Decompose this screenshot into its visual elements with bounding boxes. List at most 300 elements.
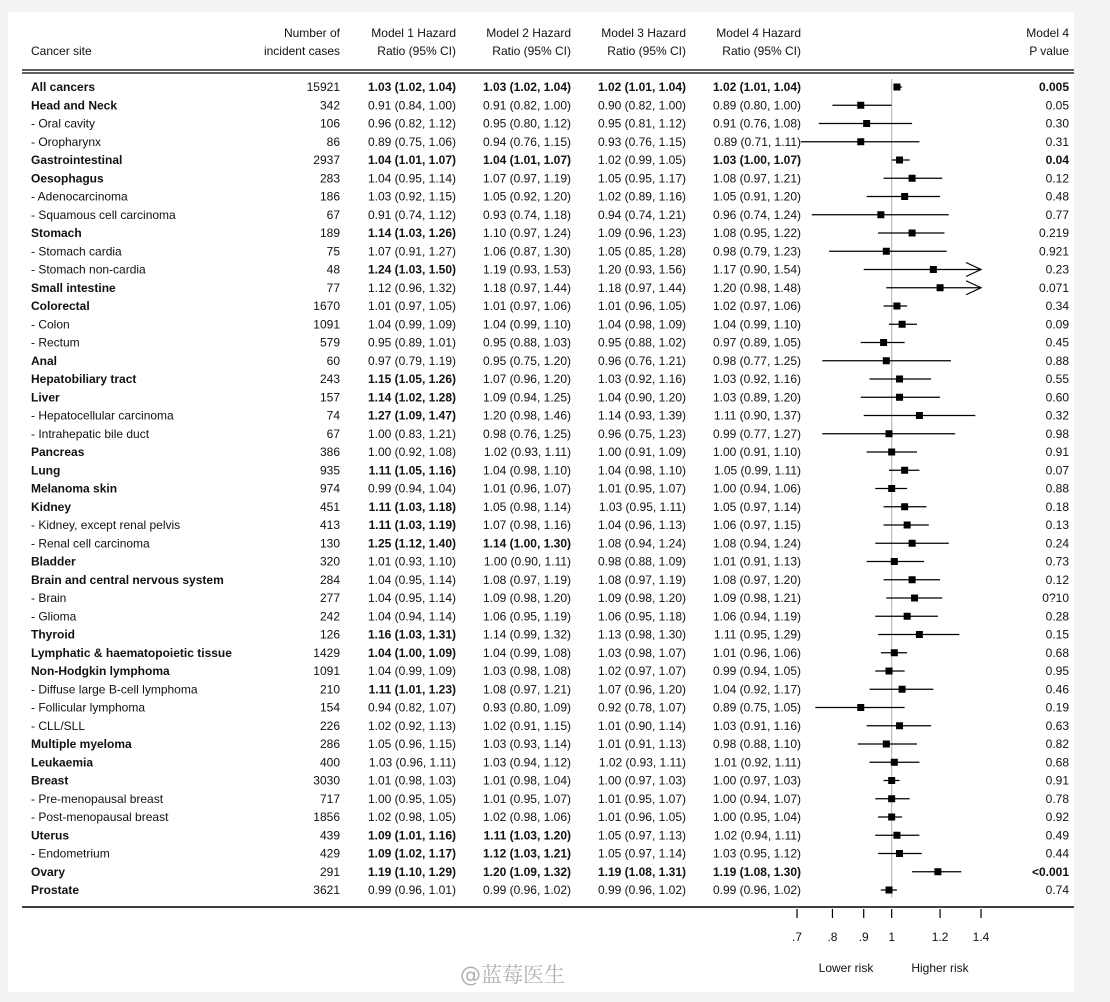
model3-hr-value: 1.20 (0.93, 1.56) [597, 262, 686, 277]
cancer-site-label: - Renal cell carcinoma [31, 536, 150, 551]
model4-hr-value: 0.89 (0.71, 1.11) [713, 134, 801, 149]
model2-hr-value: 0.91 (0.82, 1.00) [482, 98, 571, 113]
cancer-site-label: Colorectal [31, 299, 90, 313]
model3-hr-value: 0.98 (0.88, 1.09) [597, 554, 686, 569]
point-estimate [888, 795, 895, 802]
model3-hr-value: 1.01 (0.95, 1.07) [597, 791, 686, 806]
model1-hr-value: 1.07 (0.91, 1.27) [367, 244, 456, 259]
model2-hr-value: 1.07 (0.97, 1.19) [482, 171, 571, 186]
point-estimate [937, 284, 944, 291]
model2-hr-value: 1.11 (1.03, 1.20) [483, 828, 571, 843]
point-estimate [909, 540, 916, 547]
point-estimate [893, 832, 900, 839]
model3-hr-value: 1.00 (0.97, 1.03) [597, 773, 686, 788]
model4-hr-value: 1.05 (0.91, 1.20) [712, 189, 801, 204]
point-estimate [899, 321, 906, 328]
point-estimate [888, 814, 895, 821]
cancer-site-label: - Kidney, except renal pelvis [31, 518, 181, 532]
model2-hr-value: 1.08 (0.97, 1.21) [482, 682, 571, 697]
point-estimate [857, 138, 864, 145]
model4-hr-value: 1.19 (1.08, 1.30) [712, 864, 801, 879]
model4-hr-value: 1.02 (0.94, 1.11) [713, 828, 801, 843]
incident-cases-value: 386 [319, 445, 340, 459]
model2-hr-value: 1.01 (0.97, 1.06) [482, 299, 571, 313]
model4-hr-value: 0.97 (0.89, 1.05) [712, 335, 801, 350]
cancer-site-label: Pancreas [31, 445, 85, 459]
point-estimate [891, 558, 898, 565]
model4-pvalue: 0.005 [1038, 80, 1069, 94]
model3-hr-value: 0.95 (0.81, 1.12) [597, 116, 686, 131]
model4-pvalue: 0.32 [1045, 408, 1069, 423]
model2-hr-value: 1.07 (0.98, 1.16) [482, 518, 571, 532]
model2-hr-value: 1.04 (0.99, 1.08) [482, 645, 571, 660]
point-estimate [877, 211, 884, 218]
cancer-site-label: Bladder [31, 554, 76, 569]
model4-hr-value: 1.17 (0.90, 1.54) [712, 262, 801, 277]
model1-hr-value: 1.01 (0.98, 1.03) [367, 773, 456, 788]
model1-hr-value: 1.11 (1.03, 1.18) [368, 499, 456, 514]
model4-pvalue: 0.68 [1045, 755, 1069, 770]
incident-cases-value: 717 [319, 791, 340, 806]
point-estimate [893, 303, 900, 310]
header-model1-line1: Model 1 Hazard [371, 26, 456, 40]
model3-hr-value: 1.19 (1.08, 1.31) [597, 864, 686, 879]
cancer-site-label: Melanoma skin [31, 481, 118, 496]
model1-hr-value: 1.04 (0.99, 1.09) [367, 317, 456, 332]
forest-plot-panel [8, 12, 1074, 992]
model3-hr-value: 1.14 (0.93, 1.39) [597, 408, 686, 423]
incident-cases-value: 429 [319, 846, 340, 861]
model4-pvalue: 0.95 [1045, 664, 1069, 678]
header [31, 26, 1069, 58]
point-estimate [909, 230, 916, 237]
cancer-site-label: - Stomach non-cardia [31, 262, 146, 277]
model2-hr-value: 0.93 (0.80, 1.09) [482, 700, 571, 715]
model4-hr-value: 0.99 (0.96, 1.02) [712, 883, 801, 897]
model4-hr-value: 0.91 (0.76, 1.08) [712, 116, 801, 131]
point-estimate [901, 467, 908, 474]
model2-hr-value: 0.99 (0.96, 1.02) [482, 883, 571, 897]
model2-hr-value: 1.01 (0.96, 1.07) [482, 481, 571, 496]
model4-hr-value: 1.04 (0.99, 1.10) [712, 317, 801, 332]
model4-hr-value: 1.02 (0.97, 1.06) [712, 299, 801, 313]
model4-pvalue: 0.63 [1045, 718, 1069, 733]
incident-cases-value: 579 [319, 335, 340, 350]
incident-cases-value: 106 [319, 116, 340, 131]
model4-pvalue: 0.92 [1045, 810, 1069, 824]
model2-hr-value: 1.18 (0.97, 1.44) [482, 280, 571, 295]
model4-pvalue: 0.30 [1045, 116, 1069, 131]
model1-hr-value: 1.04 (0.95, 1.14) [367, 171, 456, 186]
model1-hr-value: 0.99 (0.94, 1.04) [367, 481, 456, 496]
cancer-site-label: Liver [31, 390, 60, 405]
model1-hr-value: 0.96 (0.82, 1.12) [367, 116, 456, 131]
model4-pvalue: 0.55 [1045, 372, 1069, 386]
model2-hr-value: 1.03 (1.02, 1.04) [482, 80, 571, 94]
model4-hr-value: 1.00 (0.94, 1.07) [712, 791, 801, 806]
model1-hr-value: 1.03 (1.02, 1.04) [367, 80, 456, 94]
incident-cases-value: 154 [319, 700, 340, 715]
model3-hr-value: 1.04 (0.98, 1.09) [597, 317, 686, 332]
model3-hr-value: 1.05 (0.85, 1.28) [597, 244, 686, 259]
table-row [31, 482, 1069, 496]
model3-hr-value: 0.94 (0.74, 1.21) [597, 207, 686, 222]
model3-hr-value: 1.04 (0.90, 1.20) [597, 390, 686, 405]
forest-plot-figure [8, 12, 1074, 992]
model2-hr-value: 1.01 (0.98, 1.04) [482, 773, 571, 788]
watermark: @蓝莓医生 [460, 963, 565, 987]
cancer-site-label: - Endometrium [31, 846, 110, 861]
model1-hr-value: 1.04 (0.95, 1.14) [367, 591, 456, 605]
table-row [31, 153, 1069, 167]
model3-hr-value: 1.05 (0.97, 1.14) [597, 846, 686, 861]
model2-hr-value: 1.09 (0.98, 1.20) [482, 591, 571, 605]
model1-hr-value: 1.02 (0.92, 1.13) [367, 718, 456, 733]
incident-cases-value: 243 [319, 372, 340, 386]
model2-hr-value: 1.07 (0.96, 1.20) [482, 372, 571, 386]
model1-hr-value: 1.09 (1.02, 1.17) [367, 846, 456, 861]
model2-hr-value: 1.14 (0.99, 1.32) [482, 627, 571, 642]
model2-hr-value: 1.09 (0.94, 1.25) [482, 390, 571, 405]
incident-cases-value: 77 [326, 280, 340, 295]
x-tick-label: 1.2 [931, 930, 949, 944]
model2-hr-value: 1.06 (0.87, 1.30) [482, 244, 571, 259]
point-estimate [916, 631, 923, 638]
model4-hr-value: 1.03 (1.00, 1.07) [712, 153, 801, 167]
model2-hr-value: 1.04 (1.01, 1.07) [482, 153, 571, 167]
table-row [31, 774, 1069, 788]
x-tick-label: .7 [791, 930, 803, 944]
cancer-site-label: - Post-menopausal breast [31, 810, 169, 824]
point-estimate [880, 339, 887, 346]
table-rows [31, 80, 1069, 897]
model1-hr-value: 1.19 (1.10, 1.29) [367, 864, 456, 879]
cancer-site-label: - Intrahepatic bile duct [31, 426, 150, 441]
model3-hr-value: 0.95 (0.88, 1.02) [597, 335, 686, 350]
model2-hr-value: 1.20 (1.09, 1.32) [482, 864, 571, 879]
point-estimate [886, 887, 893, 894]
cancer-site-label: Ovary [31, 864, 66, 879]
model2-hr-value: 0.94 (0.76, 1.15) [482, 134, 571, 149]
model4-pvalue: 0.78 [1045, 791, 1069, 806]
cancer-site-label: Brain and central nervous system [31, 572, 224, 587]
incident-cases-value: 126 [319, 627, 340, 642]
model4-hr-value: 0.89 (0.75, 1.05) [712, 700, 801, 715]
model2-hr-value: 0.98 (0.76, 1.25) [482, 426, 571, 441]
cancer-site-label: Multiple myeloma [31, 737, 132, 751]
cancer-site-label: Small intestine [31, 280, 116, 295]
model4-hr-value: 1.01 (0.96, 1.06) [712, 645, 801, 660]
model1-hr-value: 0.89 (0.75, 1.06) [367, 134, 456, 149]
model4-pvalue: 0.23 [1045, 262, 1069, 277]
cancer-site-label: - Rectum [31, 335, 80, 350]
cancer-site-label: - Oral cavity [31, 116, 96, 131]
model1-hr-value: 0.91 (0.84, 1.00) [367, 98, 456, 113]
incident-cases-value: 67 [326, 207, 340, 222]
point-estimate [883, 357, 890, 364]
model2-hr-value: 1.03 (0.93, 1.14) [482, 737, 571, 751]
model4-pvalue: 0.74 [1045, 883, 1069, 897]
model2-hr-value: 0.95 (0.80, 1.12) [482, 116, 571, 131]
model3-hr-value: 1.09 (0.98, 1.20) [597, 591, 686, 605]
table-row [31, 299, 1069, 313]
incident-cases-value: 86 [326, 134, 340, 149]
point-estimate [899, 686, 906, 693]
incident-cases-value: 342 [319, 98, 340, 113]
cancer-site-label: - Glioma [31, 609, 77, 624]
point-estimate [888, 777, 895, 784]
model4-pvalue: 0.88 [1045, 353, 1069, 368]
header-pvalue-line2: P value [1029, 44, 1069, 58]
cancer-site-label: Stomach [31, 226, 82, 240]
model3-hr-value: 1.01 (0.96, 1.05) [597, 810, 686, 824]
point-estimate [901, 193, 908, 200]
model1-hr-value: 1.00 (0.83, 1.21) [367, 426, 456, 441]
model4-hr-value: 1.03 (0.92, 1.16) [712, 372, 801, 386]
model1-hr-value: 1.03 (0.92, 1.15) [367, 189, 456, 204]
cancer-site-label: Lung [31, 463, 61, 478]
model4-hr-value: 1.00 (0.94, 1.06) [712, 481, 801, 496]
incident-cases-value: 1670 [313, 299, 340, 313]
forest-plot-area [801, 79, 981, 898]
model4-hr-value: 0.99 (0.77, 1.27) [712, 426, 801, 441]
point-estimate [863, 120, 870, 127]
model4-pvalue: 0.77 [1045, 207, 1069, 222]
incident-cases-value: 157 [319, 390, 340, 405]
model1-hr-value: 0.91 (0.74, 1.12) [367, 207, 456, 222]
model1-hr-value: 1.04 (1.00, 1.09) [367, 645, 456, 660]
model3-hr-value: 1.05 (0.95, 1.17) [597, 171, 686, 186]
point-estimate [886, 668, 893, 675]
model3-hr-value: 0.96 (0.76, 1.21) [597, 353, 686, 368]
model2-hr-value: 1.04 (0.99, 1.10) [482, 317, 571, 332]
model1-hr-value: 1.27 (1.09, 1.47) [367, 408, 456, 423]
model2-hr-value: 1.10 (0.97, 1.24) [482, 226, 571, 240]
incident-cases-value: 1091 [313, 317, 340, 332]
model3-hr-value: 1.05 (0.97, 1.13) [597, 828, 686, 843]
cancer-site-label: - Follicular lymphoma [31, 700, 146, 715]
point-estimate [911, 595, 918, 602]
model4-pvalue: 0.91 [1045, 445, 1069, 459]
model4-pvalue: 0.09 [1045, 317, 1069, 332]
x-axis [792, 909, 990, 944]
model4-hr-value: 1.11 (0.90, 1.37) [713, 408, 801, 423]
incident-cases-value: 1429 [313, 645, 340, 660]
model4-pvalue: 0.73 [1045, 554, 1069, 569]
model3-hr-value: 0.90 (0.82, 1.00) [597, 98, 686, 113]
model4-hr-value: 0.96 (0.74, 1.24) [712, 207, 801, 222]
model3-hr-value: 1.03 (0.92, 1.16) [597, 372, 686, 386]
model4-hr-value: 0.98 (0.79, 1.23) [712, 244, 801, 259]
incident-cases-value: 291 [319, 864, 340, 879]
model1-hr-value: 1.16 (1.03, 1.31) [367, 627, 456, 642]
point-estimate [886, 430, 893, 437]
cancer-site-label: - Colon [31, 317, 70, 332]
table-row [31, 80, 1069, 94]
model2-hr-value: 1.03 (0.98, 1.08) [482, 664, 571, 678]
header-model4-line1: Model 4 Hazard [716, 26, 801, 40]
point-estimate [883, 741, 890, 748]
model1-hr-value: 1.14 (1.03, 1.26) [367, 226, 456, 240]
cancer-site-label: Hepatobiliary tract [31, 372, 137, 386]
incident-cases-value: 186 [319, 189, 340, 204]
header-model4-line2: Ratio (95% CI) [722, 44, 801, 58]
model2-hr-value: 0.93 (0.74, 1.18) [482, 207, 571, 222]
model4-pvalue: 0.07 [1045, 463, 1069, 478]
point-estimate [896, 376, 903, 383]
model2-hr-value: 1.02 (0.98, 1.06) [482, 810, 571, 824]
table-row [31, 810, 1069, 824]
table-row [31, 792, 1069, 806]
cancer-site-label: - Adenocarcinoma [31, 189, 128, 204]
cancer-site-label: - Oropharynx [31, 134, 102, 149]
model2-hr-value: 0.95 (0.88, 1.03) [482, 335, 571, 350]
model3-hr-value: 1.01 (0.91, 1.13) [597, 737, 686, 751]
model3-hr-value: 1.02 (0.89, 1.16) [597, 189, 686, 204]
model1-hr-value: 0.97 (0.79, 1.19) [367, 353, 456, 368]
model2-hr-value: 1.19 (0.93, 1.53) [482, 262, 571, 277]
cancer-site-label: - Diffuse large B-cell lymphoma [31, 682, 198, 697]
higher-risk-label: Higher risk [911, 961, 969, 975]
model4-hr-value: 1.08 (0.97, 1.21) [712, 171, 801, 186]
model4-hr-value: 1.00 (0.91, 1.10) [712, 445, 801, 459]
model3-hr-value: 1.01 (0.95, 1.07) [597, 481, 686, 496]
point-estimate [896, 722, 903, 729]
model4-hr-value: 1.03 (0.91, 1.16) [712, 718, 801, 733]
table-row [31, 701, 1069, 715]
incident-cases-value: 242 [319, 609, 340, 624]
incident-cases-value: 439 [319, 828, 340, 843]
x-tick-label: 1 [888, 930, 896, 944]
point-estimate [896, 394, 903, 401]
header-cases-line1: Number of [283, 26, 340, 40]
model3-hr-value: 1.02 (0.93, 1.11) [598, 755, 686, 770]
model1-hr-value: 1.24 (1.03, 1.50) [367, 262, 456, 277]
point-estimate [857, 704, 864, 711]
model4-hr-value: 1.00 (0.97, 1.03) [712, 773, 801, 788]
model4-hr-value: 1.01 (0.91, 1.13) [712, 554, 801, 569]
point-estimate [901, 503, 908, 510]
incident-cases-value: 974 [319, 481, 340, 496]
incident-cases-value: 1856 [313, 810, 340, 824]
model4-pvalue: 0.921 [1038, 244, 1069, 259]
cancer-site-label: - Stomach cardia [31, 244, 122, 259]
model2-hr-value: 1.05 (0.98, 1.14) [482, 499, 571, 514]
model2-hr-value: 1.05 (0.92, 1.20) [482, 189, 571, 204]
point-estimate [891, 649, 898, 656]
model4-hr-value: 1.02 (1.01, 1.04) [712, 80, 801, 94]
model3-hr-value: 1.18 (0.97, 1.44) [597, 280, 686, 295]
incident-cases-value: 935 [319, 463, 340, 478]
model3-hr-value: 1.03 (0.95, 1.11) [598, 499, 686, 514]
table-row [31, 117, 1069, 131]
point-estimate [934, 868, 941, 875]
cancer-site-label: - Pre-menopausal breast [31, 791, 164, 806]
point-estimate [888, 449, 895, 456]
model4-pvalue: 0.19 [1045, 700, 1069, 715]
header-model3-line2: Ratio (95% CI) [607, 44, 686, 58]
model4-pvalue: <0.001 [1031, 864, 1069, 879]
model3-hr-value: 1.01 (0.90, 1.14) [597, 718, 686, 733]
point-estimate [896, 850, 903, 857]
incident-cases-value: 284 [319, 572, 340, 587]
model3-hr-value: 1.02 (0.99, 1.05) [597, 153, 686, 167]
model1-hr-value: 1.03 (0.96, 1.11) [368, 755, 456, 770]
incident-cases-value: 451 [319, 499, 340, 514]
incident-cases-value: 48 [326, 262, 340, 277]
model4-pvalue: 0.24 [1045, 536, 1069, 551]
cancer-site-label: - Brain [31, 591, 67, 605]
model4-pvalue: 0.48 [1045, 189, 1069, 204]
cancer-site-label: - Hepatocellular carcinoma [31, 408, 174, 423]
incident-cases-value: 400 [319, 755, 340, 770]
model4-hr-value: 0.98 (0.88, 1.10) [712, 737, 801, 751]
model1-hr-value: 0.95 (0.89, 1.01) [367, 335, 456, 350]
model2-hr-value: 1.14 (1.00, 1.30) [482, 536, 571, 551]
point-estimate [909, 576, 916, 583]
model3-hr-value: 1.04 (0.98, 1.10) [597, 463, 686, 478]
model3-hr-value: 0.92 (0.78, 1.07) [597, 700, 686, 715]
model3-hr-value: 1.08 (0.94, 1.24) [597, 536, 686, 551]
point-estimate [896, 157, 903, 164]
model4-pvalue: 0.68 [1045, 645, 1069, 660]
model3-hr-value: 1.06 (0.95, 1.18) [597, 609, 686, 624]
cancer-site-label: - Squamous cell carcinoma [31, 207, 176, 222]
incident-cases-value: 210 [319, 682, 340, 697]
x-tick-label: .9 [858, 930, 869, 944]
model4-pvalue: 0.45 [1045, 335, 1069, 350]
model3-hr-value: 1.04 (0.96, 1.13) [597, 518, 686, 532]
model4-pvalue: 0.34 [1045, 299, 1069, 313]
model4-hr-value: 1.20 (0.98, 1.48) [712, 280, 801, 295]
model3-hr-value: 1.07 (0.96, 1.20) [597, 682, 686, 697]
model2-hr-value: 1.03 (0.94, 1.12) [482, 755, 571, 770]
model4-hr-value: 0.99 (0.94, 1.05) [712, 664, 801, 678]
model3-hr-value: 1.13 (0.98, 1.30) [597, 627, 686, 642]
cancer-site-label: Thyroid [31, 627, 75, 642]
model4-pvalue: 0.98 [1045, 426, 1069, 441]
model4-pvalue: 0.05 [1045, 98, 1069, 113]
model4-pvalue: 0.31 [1045, 134, 1069, 149]
model4-hr-value: 0.89 (0.80, 1.00) [712, 98, 801, 113]
point-estimate [891, 759, 898, 766]
point-estimate [888, 485, 895, 492]
model1-hr-value: 1.09 (1.01, 1.16) [367, 828, 456, 843]
point-estimate [904, 522, 911, 529]
cancer-site-label: - CLL/SLL [31, 718, 86, 733]
incident-cases-value: 2937 [313, 153, 340, 167]
incident-cases-value: 75 [326, 244, 340, 259]
model4-pvalue: 0.219 [1038, 226, 1069, 240]
model4-hr-value: 1.05 (0.97, 1.14) [712, 499, 801, 514]
incident-cases-value: 283 [319, 171, 340, 186]
model4-hr-value: 1.06 (0.94, 1.19) [712, 609, 801, 624]
cancer-site-label: Prostate [31, 883, 80, 897]
table-row [31, 646, 1069, 660]
cancer-site-label: Anal [31, 353, 58, 368]
model2-hr-value: 1.20 (0.98, 1.46) [482, 408, 571, 423]
header-cases-line2: incident cases [263, 44, 340, 58]
model1-hr-value: 1.01 (0.97, 1.05) [367, 299, 456, 313]
point-estimate [883, 248, 890, 255]
cancer-site-label: Oesophagus [31, 171, 104, 186]
model4-pvalue: 0.44 [1045, 846, 1069, 861]
model3-hr-value: 1.01 (0.96, 1.05) [597, 299, 686, 313]
model4-pvalue: 0.12 [1045, 171, 1069, 186]
model1-hr-value: 0.99 (0.96, 1.01) [367, 883, 456, 897]
header-model2-line2: Ratio (95% CI) [492, 44, 571, 58]
model4-hr-value: 1.04 (0.92, 1.17) [712, 682, 801, 697]
